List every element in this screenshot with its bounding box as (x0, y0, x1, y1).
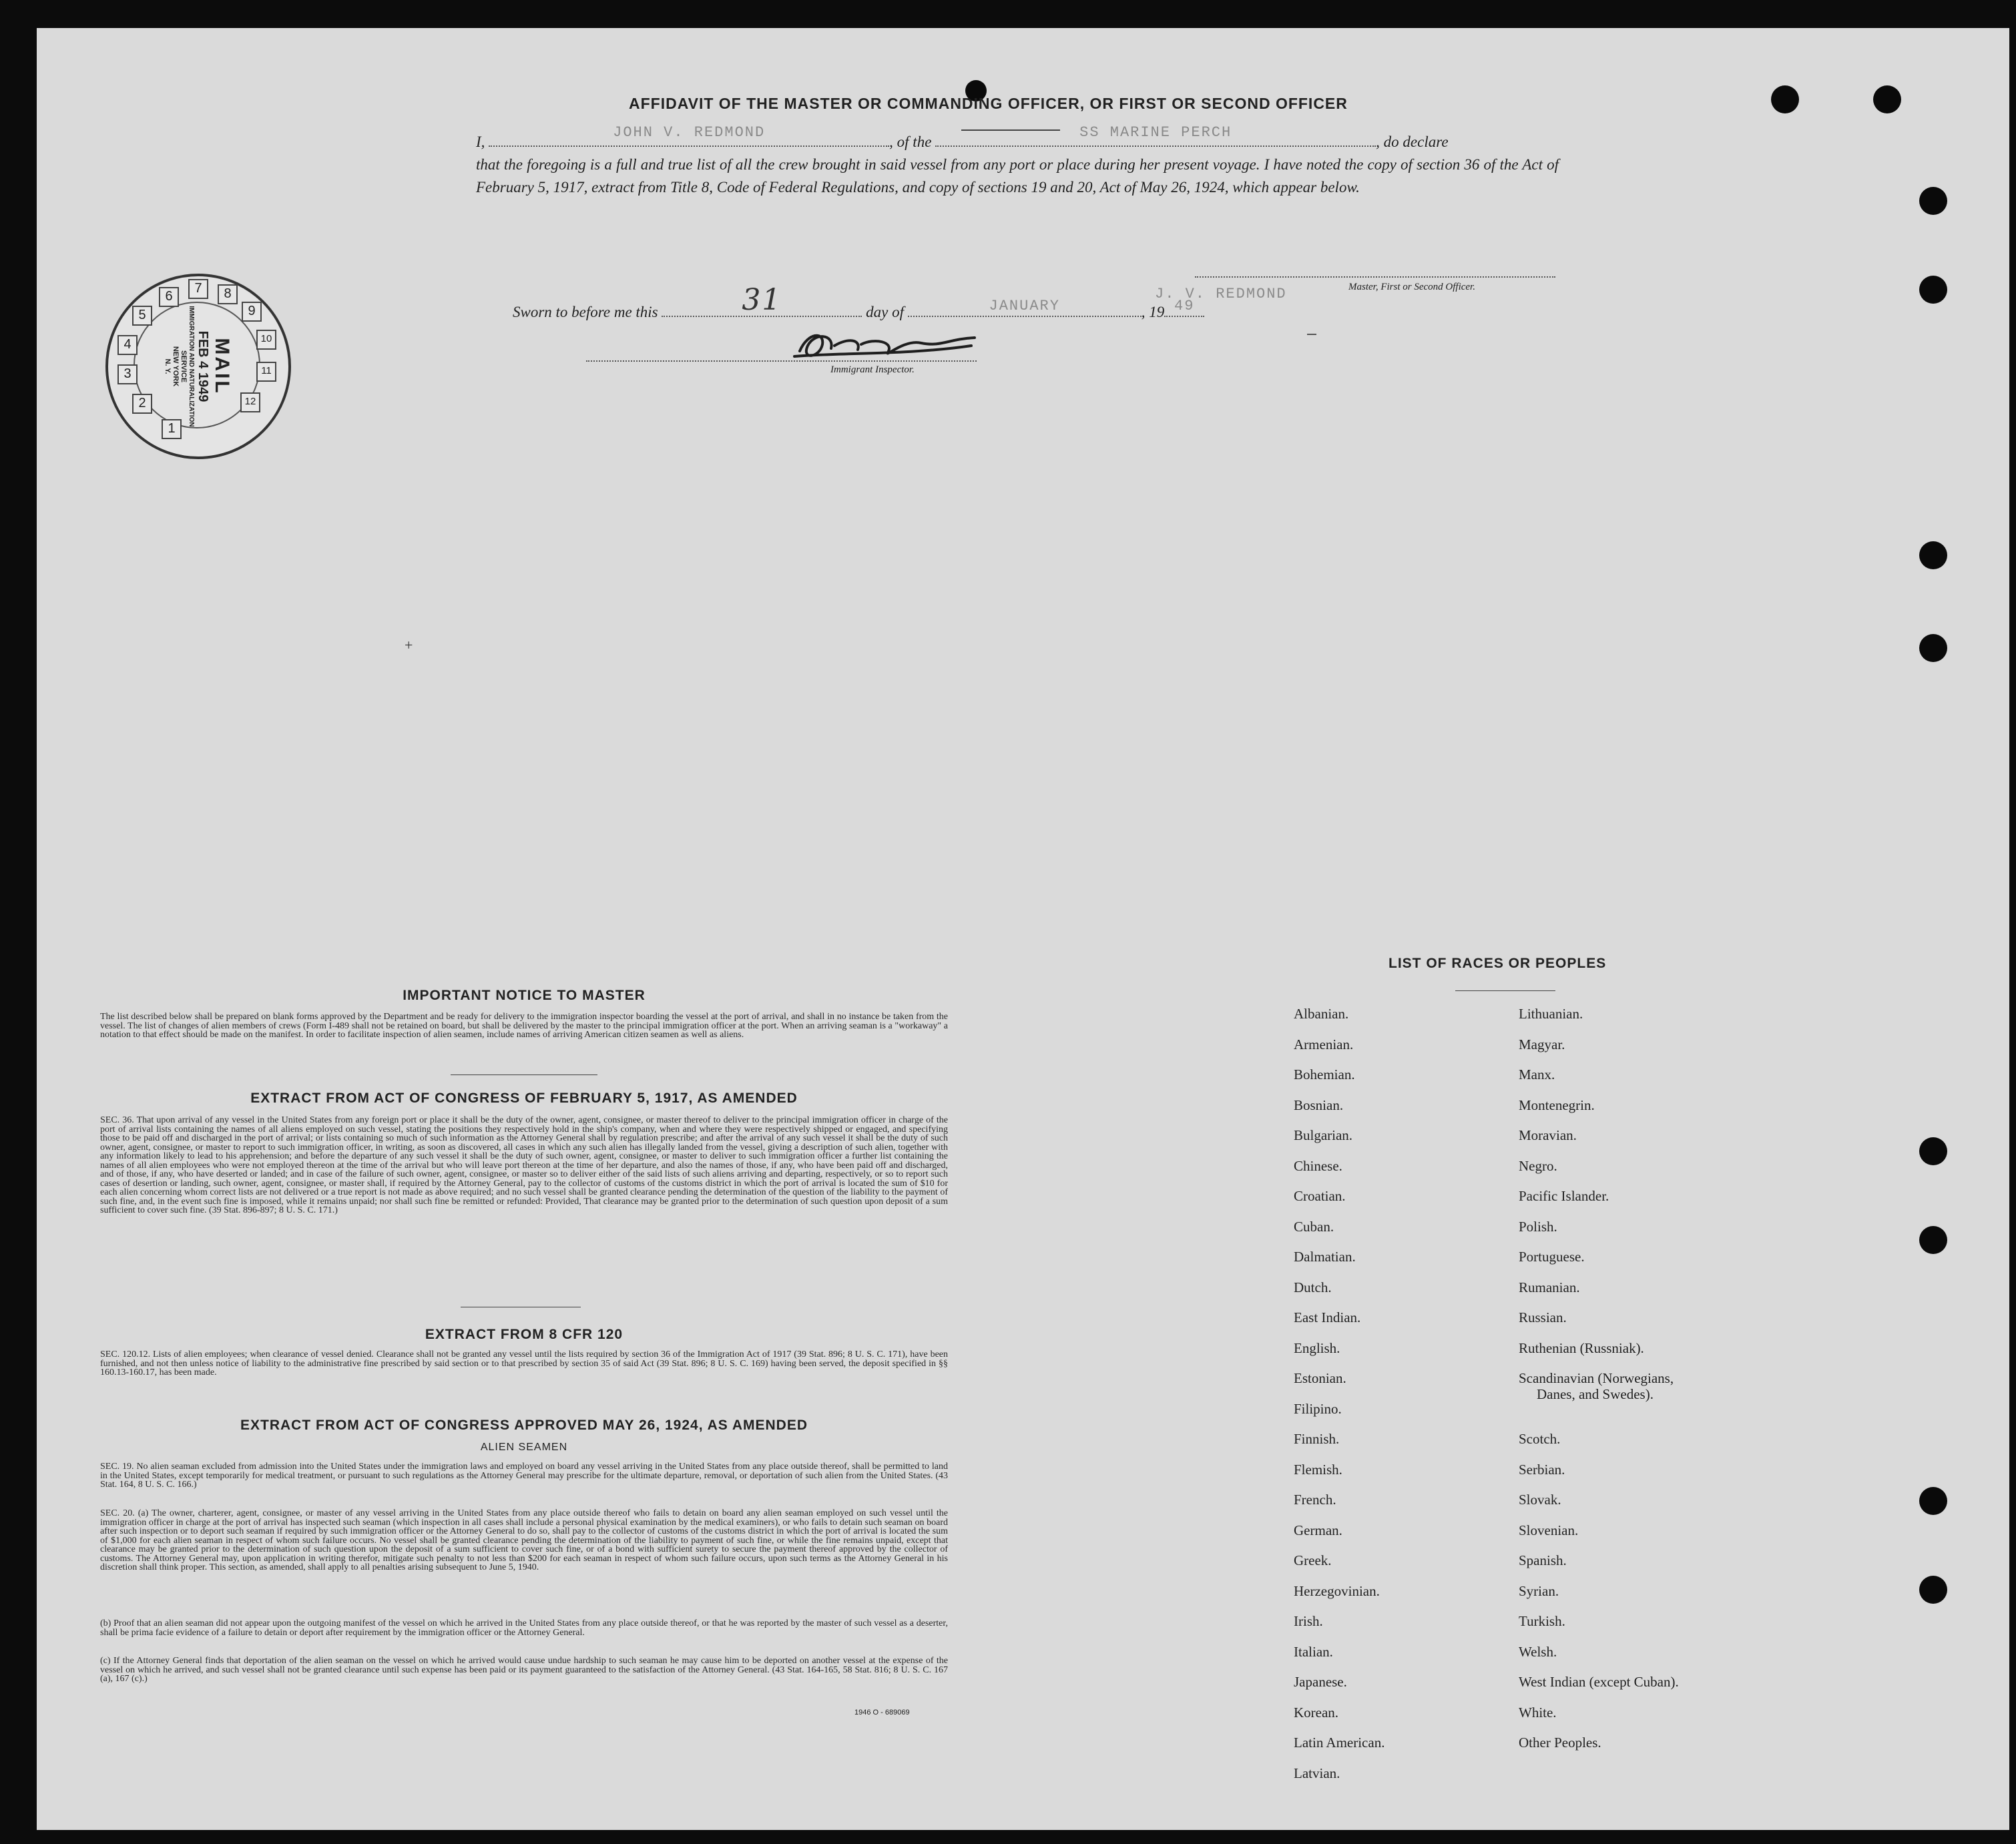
race-item: Scotch. (1519, 1431, 1561, 1447)
stamp-hour-digit: 3 (117, 364, 138, 384)
race-item: Slovak. (1519, 1492, 1561, 1508)
race-item: Lithuanian. (1519, 1006, 1583, 1022)
affidavit-title: AFFIDAVIT OF THE MASTER OR COMMANDING OFFICER, OR FIRST OR SECOND OFFICER (629, 95, 1348, 112)
extract-1924-title: EXTRACT FROM ACT OF CONGRESS APPROVED MAY 26, 1924, AS AMENDED (240, 1418, 808, 1433)
race-item: Rumanian. (1519, 1279, 1580, 1295)
races-title-underline (1455, 990, 1555, 991)
stamp-hour-digit: 2 (132, 394, 152, 414)
race-item: Flemish. (1294, 1462, 1342, 1478)
year-prefix: , 19 (1141, 304, 1165, 320)
stamp-hour-digit: 9 (242, 302, 262, 322)
stamp-text-block (164, 306, 233, 426)
punch-hole (1919, 1576, 1947, 1604)
inspector-signature (788, 326, 988, 366)
master-name-field (489, 124, 889, 147)
punch-hole (1919, 187, 1947, 215)
signature-typed: J. V. REDMOND (1155, 286, 1287, 302)
race-item: Serbian. (1519, 1462, 1565, 1478)
signature-end-dash (1307, 334, 1316, 335)
print-code: 1946 O - 689069 (854, 1709, 910, 1717)
stamp-city: NEW YORK (172, 346, 180, 387)
race-item: Armenian. (1294, 1036, 1354, 1052)
sworn-label: Sworn to before me this (513, 304, 658, 320)
signature-dotted-line (1195, 276, 1555, 278)
race-item: Portuguese. (1519, 1249, 1585, 1265)
race-item: Dutch. (1294, 1279, 1332, 1295)
race-item: Chinese. (1294, 1158, 1342, 1174)
race-item: Manx. (1519, 1066, 1555, 1083)
sworn-day-field (662, 283, 862, 317)
sworn-month-value: JANUARY (989, 298, 1060, 314)
stamp-agency: IMMIGRATION AND NATURALIZATION (188, 306, 195, 427)
extract-1924-sec20c: (c) If the Attorney General finds that deportation of the alien seaman on the vessel on which he arrived would cause undue hardship to such seaman he may cause him to be deported on another vessel at the expense of the vessel on which he arrived, and such vessel shall not be granted clearance until such expense has been paid or its payment guaranteed to the satisfaction of the Attorney General. (43 Stat. 164-165, 58 Stat. 816; 8 U. S. C. 167 (a), 167 (c).) (100, 1656, 948, 1684)
race-item: Welsh. (1519, 1644, 1557, 1660)
race-item: Japanese. (1294, 1674, 1347, 1690)
sworn-line (513, 283, 1204, 321)
race-item: Italian. (1294, 1644, 1333, 1660)
sworn-day-value: 31 (742, 283, 782, 317)
vessel-name-field (935, 124, 1376, 147)
race-item: Moravian. (1519, 1127, 1577, 1143)
race-item: West Indian (except Cuban). (1519, 1674, 1679, 1690)
race-item: Bulgarian. (1294, 1127, 1353, 1143)
receipt-stamp (105, 274, 291, 459)
stamp-hour-digit: 6 (159, 287, 179, 307)
race-item: Russian. (1519, 1309, 1567, 1325)
stamp-hour-digit: 8 (218, 284, 238, 304)
extract-1917-title: EXTRACT FROM ACT OF CONGRESS OF FEBRUARY 5, 1917, AS AMENDED (250, 1091, 798, 1106)
race-item: Bohemian. (1294, 1066, 1355, 1083)
race-item: Estonian. (1294, 1370, 1346, 1386)
race-item: Slovenian. (1519, 1522, 1579, 1538)
race-item: Filipino. (1294, 1401, 1342, 1417)
race-item: Danes, and Swedes). (1537, 1386, 1654, 1402)
race-item: Montenegrin. (1519, 1097, 1595, 1113)
stamp-hour-digit: 12 (240, 392, 260, 412)
race-item: Negro. (1519, 1158, 1557, 1174)
race-item: Cuban. (1294, 1219, 1334, 1235)
cross-mark: + (405, 637, 413, 653)
stamp-state: N. Y. (164, 358, 172, 374)
race-item: Spanish. (1519, 1552, 1567, 1568)
race-item: Finnish. (1294, 1431, 1340, 1447)
signature-caption: Master, First or Second Officer. (1348, 282, 1475, 292)
stamp-hour-digit: 1 (162, 419, 182, 439)
punch-hole (1919, 541, 1947, 569)
sworn-month-field (908, 298, 1142, 317)
race-item: Pacific Islander. (1519, 1188, 1609, 1204)
punch-hole (1919, 1487, 1947, 1515)
declaration-intro: I, (476, 133, 485, 150)
extract-cfr-body: SEC. 120.12. Lists of alien employees; when clearance of vessel denied. Clearance shall not be granted any vessel until the lists required by section 36 of the Immigration Act of 1917 (39 Stat. 896; 8 U. S. C. 171), have been furnished, and not then unless notice of liability to the administrative fine prescribed by said section or to that prescribed by section 35 of said Act (39 Stat. 896; 8 U. S. C. 169) having been served, the deposit specified in §§ 160.13-160.17, has been made. (100, 1349, 948, 1377)
stamp-mail: MAIL (211, 338, 233, 395)
race-item: Latvian. (1294, 1765, 1340, 1781)
extract-1924-sec20a: SEC. 20. (a) The owner, charterer, agent, consignee, or master of any vessel arriving in the United States from any place outside thereof who fails to detain on board any alien seaman employed on such vessel until the immigration officer in charge at the port of arrival has inspected such seaman (which inspection in all cases shall include a personal physical examination by the medical examiners), or who fails to detain such seaman on board after such inspection or to deport such seaman if required by such immigration officer or the Attorney General to do so, shall pay to the collector of customs of the customs district in which the port of arrival is located the sum of $1,000 for each alien seaman in respect of whom such failure occurs. No vessel shall be granted clearance pending the determination of the liability to payment of such fine, or while the fine remains unpaid, except that clearance may be granted prior to the determination of such question upon the deposit of a sum sufficient to cover such fine, or of a bond with sufficient surety to secure the payment thereof approved by the collector of customs. The Attorney General may, upon application in writing therefor, mitigate such penalty to not less than $200 for each seaman in respect of whom such failure occurs, upon such terms as the Attorney General in his discretion shall think proper. This section, as amended, shall apply to all penalties arising subsequent to June 5, 1940. (100, 1508, 948, 1572)
punch-hole (1919, 1226, 1947, 1254)
stamp-hour-digit: 5 (132, 306, 152, 326)
day-of-label: day of (866, 304, 904, 320)
race-item: Scandinavian (Norwegians, (1519, 1370, 1674, 1386)
stamp-hour-digit: 11 (256, 362, 276, 382)
section-divider (451, 1074, 597, 1075)
race-item: English. (1294, 1340, 1340, 1356)
punch-hole (1771, 85, 1799, 113)
master-name-value: JOHN V. REDMOND (613, 124, 766, 141)
stamp-hour-digit: 7 (188, 279, 208, 299)
declaration-paragraph (476, 124, 1559, 199)
race-item: Turkish. (1519, 1613, 1565, 1629)
race-item: Albanian. (1294, 1006, 1349, 1022)
race-item: Dalmatian. (1294, 1249, 1356, 1265)
race-item: Other Peoples. (1519, 1735, 1601, 1751)
race-item: Irish. (1294, 1613, 1323, 1629)
notice-title: IMPORTANT NOTICE TO MASTER (403, 988, 646, 1003)
extract-1924-sec20b: (b) Proof that an alien seaman did not appear upon the outgoing manifest of the vessel on which he arrived in the United States from any place outside thereof, or that he was reported by the master of such vessel as a deserter, shall be prima facie evidence of a failure to detain or deport after requirement by the immigration officer or the Attorney General. (100, 1618, 948, 1638)
race-item: Ruthenian (Russniak). (1519, 1340, 1644, 1356)
inspector-dotted-line (586, 360, 977, 362)
notice-body: The list described below shall be prepared on blank forms approved by the Department and be ready for delivery to the immigration inspector boarding the vessel at the port of arrival, and shall in no instance be taken from the vessel. The list of changes of alien members of crews (Form I-489 shall not be retained on board, but shall be delivered by the master to the principal immigration officer at the port. When an arriving seaman is a "workaway" a notation to that effect should be made on the manifest. In order to facilitate inspection of alien seamen, include names of arriving American citizen seamen as well as aliens. (100, 1012, 948, 1040)
extract-1924-subtitle: ALIEN SEAMEN (480, 1442, 568, 1453)
extract-cfr-title: EXTRACT FROM 8 CFR 120 (425, 1327, 623, 1342)
race-item: Herzegovinian. (1294, 1583, 1380, 1599)
declaration-body: that the foregoing is a full and true list of all the crew brought in said vessel from any port or place during her present voyage. I have noted the copy of section 36 of the Act of February 5, 1917, extract from Title 8, Code of Federal Regulations, and copy of sections 19 and 20, Act of May 26, 1924, which appear below. (476, 156, 1559, 196)
of-the-label: , of the (889, 133, 932, 150)
race-item: Syrian. (1519, 1583, 1559, 1599)
race-item: Magyar. (1519, 1036, 1565, 1052)
declaration-line-1 (476, 124, 1559, 153)
punch-hole (1919, 634, 1947, 662)
extract-1917-body: SEC. 36. That upon arrival of any vessel in the United States from any foreign port or place it shall be the duty of the owner, agent, consignee, or master thereof to deliver to the principal immigration officer in charge of the port of arrival lists containing the names of all aliens employed on such vessel, stating the positions they respectively hold in the ship's company, when and where they were respectively shipped or engaged, and specifying those to be paid off and discharged in the port of arrival; or lists containing so much of such information as the Attorney General shall by regulation prescribe; and after the arrival of any such vessel it shall be the duty of such owner, agent, consignee, or master to report to such immigration officer, in writing, as soon as discovered, all cases in which any such alien has illegally landed from the vessel, giving a description of such alien, together with any information likely to lead to his apprehension; and before the departure of any such vessel it shall be the duty of such owner, agent, consignee, or master to deliver to such immigration officer a further list containing the names of all alien employees who were not employed thereon at the time of the arrival but who will leave port thereon at the time of her departure, and also the names of those, if any, who have been paid off and discharged, and of those, if any, who have deserted or landed; and in case of the failure of such owner, agent, consignee, or master so to deliver either of the said lists of such aliens arriving and departing, respectively, or so to report such cases of desertion or landing, such owner, agent, consignee, or master shall, if required by the Attorney General, pay to the collector of customs of the customs district in which the port of arrival is located the sum of $10 for each alien concerning whom correct lists are not delivered or a true report is not made as above required; and no such vessel shall be granted clearance pending the determination of the question of the liability to the payment of such fine, and, in the event such fine is imposed, while it remains unpaid; nor shall such fine be remitted or refunded: Provided, That clearance may be granted prior to the determination of such question upon deposit of a sum sufficient to cover such fine. (39 Stat. 896-897; 8 U. S. C. 171.) (100, 1115, 948, 1215)
stamp-hour-digit: 4 (117, 335, 138, 355)
stamp-service: SERVICE (180, 350, 188, 383)
inspector-caption: Immigrant Inspector. (830, 364, 915, 375)
year-value: 49 (1174, 298, 1195, 314)
race-item: East Indian. (1294, 1309, 1361, 1325)
race-item: Bosnian. (1294, 1097, 1344, 1113)
race-item: Polish. (1519, 1219, 1557, 1235)
vessel-name-value: SS MARINE PERCH (1079, 124, 1232, 141)
race-item: Greek. (1294, 1552, 1332, 1568)
race-item: Croatian. (1294, 1188, 1346, 1204)
extract-1924-sec19: SEC. 19. No alien seaman excluded from admission into the United States under the immigration laws and employed on board any vessel arriving in the United States from any place outside thereof, shall be permitted to land in the United States, except temporarily for medical treatment, or pursuant to such regulations as the Attorney General may prescribe for the ultimate departure, removal, or deportation of such alien from the United States. (43 Stat. 164, 8 U. S. C. 166.) (100, 1462, 948, 1490)
race-item: Latin American. (1294, 1735, 1385, 1751)
punch-hole (1873, 85, 1901, 113)
race-item: Korean. (1294, 1705, 1339, 1721)
stamp-date: FEB 4 1949 (196, 330, 210, 402)
punch-hole (1919, 276, 1947, 304)
punch-hole (1919, 1137, 1947, 1165)
race-item: French. (1294, 1492, 1336, 1508)
race-item: White. (1519, 1705, 1557, 1721)
do-declare-label: , do declare (1376, 133, 1449, 150)
race-item: German. (1294, 1522, 1342, 1538)
races-title: LIST OF RACES OR PEOPLES (1389, 956, 1607, 971)
stamp-hour-digit: 10 (256, 330, 276, 350)
